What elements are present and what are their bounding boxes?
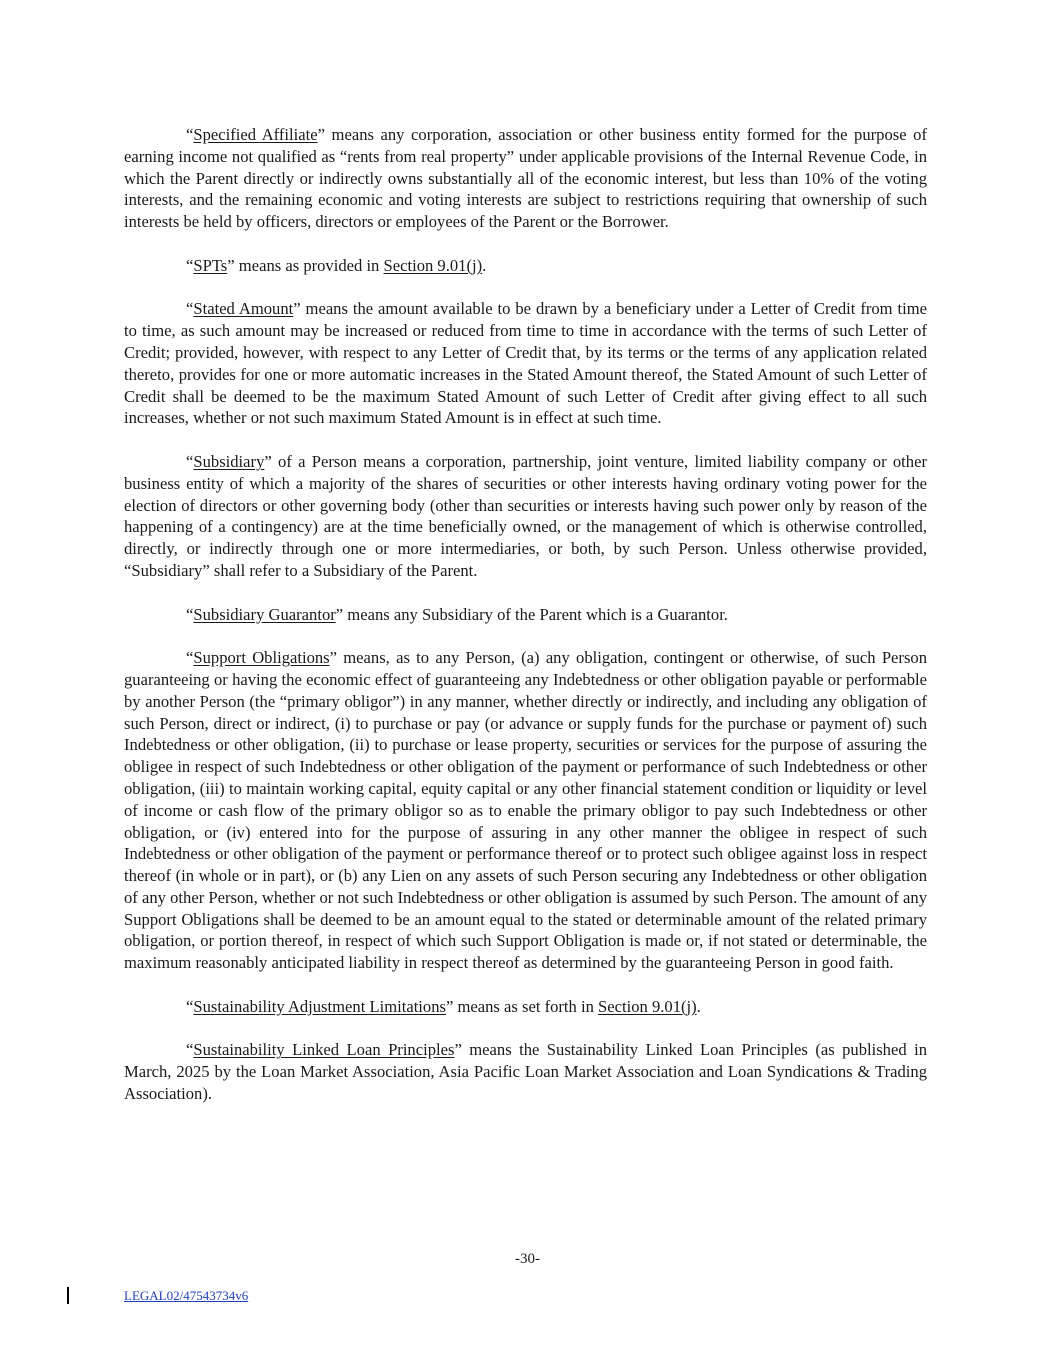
document-body — [124, 124, 927, 1127]
open-quote: “ — [186, 125, 194, 144]
definition-text: means any corporation, association or other business entity formed for the purpose of earning income not qualified as “rents from real property” under applicable provisions of the Internal Revenue Code, in which the Parent directly or indirectly owns substantially all of the economic interest, but less than 10% of the voting interests, and the remaining economic and voting interests are subject to restrictions requiring that ownership of such interests be held by officers, directors or employees of the Parent or the Borrower. — [124, 125, 927, 232]
definition-text: means as provided in — [234, 255, 384, 275]
definition-subsidiary-guarantor — [124, 604, 927, 626]
definition-tail: . — [696, 996, 701, 1016]
open-quote: “ — [186, 1040, 194, 1060]
defined-term: Sustainability Adjustment Limitations — [193, 996, 446, 1016]
close-quote: ” — [445, 996, 454, 1016]
section-reference-link[interactable]: Section 9.01(j) — [383, 255, 483, 275]
defined-term: Stated Amount — [193, 299, 294, 319]
revision-bar — [67, 1287, 69, 1304]
page-number: -30- — [515, 1251, 540, 1267]
definition-sustainability-adjustment-limitations — [124, 996, 927, 1018]
definition-text: means the amount available to be drawn by a beneficiary under a Letter of Credit from time to time, as such amount may be increased or reduced from time to time in accordance with the terms of such Letter of Credit; provided, however, with respect to any Letter of Credit that, by its terms or the terms of any application related thereto, provides for one or more automatic increases in the Stated Amount thereof, the Stated Amount of such Letter of Credit shall be deemed to be the maximum Stated Amount of such Letter of Credit after giving effect to all such increases, whether or not such maximum Stated Amount is in effect at such time. — [124, 299, 927, 428]
open-quote: “ — [186, 604, 194, 624]
open-quote: “ — [186, 996, 194, 1016]
section-reference-link[interactable]: Section 9.01(j) — [598, 996, 697, 1016]
definition-tail: . — [482, 255, 487, 275]
defined-term: Subsidiary Guarantor — [193, 604, 336, 624]
open-quote: “ — [186, 451, 194, 471]
open-quote: “ — [186, 648, 194, 668]
definition-text: means the Sustainability Linked Loan Principles (as published in March, 2025 by the Loan Market Association, Asia Pacific Loan Market Association and Loan Syndications & Trading Association). — [124, 1040, 927, 1104]
definition-text: means, as to any Person, (a) any obligation, contingent or otherwise, of such Person guaranteeing or having the economic effect of guaranteeing any Indebtedness or other obligation payable or performable by another Person (the “primary obligor”) in any manner, whether directly or indirectly, and including any obligation of such Person, direct or indirect, (i) to purchase or pay (or advance or supply funds for the purchase or payment of) such Indebtedness or other obligation, (ii) to purchase or lease property, securities or services for the purpose of assuring the obligee in respect of such Indebtedness or other obligation of the payment or performance of such Indebtedness or other obligation, (iii) to maintain working capital, equity capital or any other financial statement condition or liquidity or level of income or cash flow of the primary obligor so as to enable the primary obligor to pay such Indebtedness or other obligation, or (iv) entered into for the purpose of assuring in any other manner the obligee in respect of such Indebtedness or other obligation of the payment or performance thereof or to protect such obligee against loss in respect thereof (in whole or in part), or (b) any Lien on any assets of such Person securing any Indebtedness or other obligation of any other Person, whether or not such Indebtedness or other obligation is assumed by such Person. The amount of any Support Obligations shall be deemed to be an amount equal to the stated or determinable amount of the related primary obligation, or portion thereof, in respect of which such Support Obligation is made or, if not stated or determinable, the maximum reasonably anticipated liability in respect thereof as determined by the guaranteeing Person in good faith. — [124, 648, 927, 973]
definition-text: means any Subsidiary of the Parent which is a Guarantor. — [343, 604, 728, 624]
close-quote: ” — [293, 299, 301, 319]
close-quote: ” — [264, 451, 272, 471]
defined-term: Sustainability Linked Loan Principles — [193, 1040, 455, 1060]
definition-stated-amount — [124, 298, 927, 429]
defined-term: Specified Affiliate — [193, 125, 318, 144]
defined-term: Subsidiary — [193, 451, 265, 471]
close-quote: ” — [317, 125, 325, 144]
definition-text: means as set forth in — [453, 996, 599, 1016]
definition-support-obligations — [124, 647, 927, 974]
definition-sustainability-linked-loan-principles — [124, 1039, 927, 1104]
close-quote: ” — [335, 604, 344, 624]
open-quote: “ — [186, 299, 194, 319]
close-quote: ” — [454, 1040, 462, 1060]
defined-term: Support Obligations — [193, 648, 330, 668]
close-quote: ” — [329, 648, 338, 668]
defined-term: SPTs — [193, 255, 228, 275]
definition-specified-affiliate — [124, 124, 927, 233]
definition-subsidiary — [124, 451, 927, 582]
open-quote: “ — [186, 255, 194, 275]
document-id-link[interactable]: LEGAL02/47543734v6 — [124, 1288, 249, 1303]
definition-spts — [124, 255, 927, 277]
close-quote: ” — [227, 255, 235, 275]
definition-text: of a Person means a corporation, partnership, joint venture, limited liability company or other business entity of which a majority of the shares of securities or other interests having ordinary voting power for the election of directors or other governing body (other than securities or interests having such power only by reason of the happening of a contingency) are at the time beneficially owned, or the management of which is otherwise controlled, directly, or indirectly through one or more intermediaries, or both, by such Person. Unless otherwise provided, “Subsidiary” shall refer to a Subsidiary of the Parent. — [124, 451, 927, 580]
